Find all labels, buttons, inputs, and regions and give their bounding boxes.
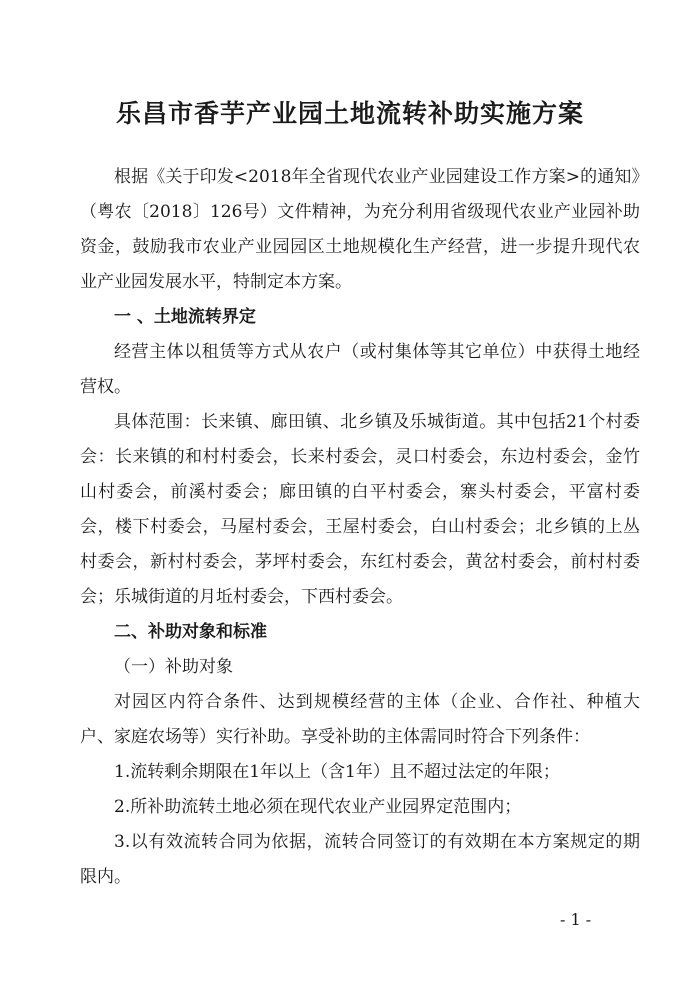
section1-heading: 一 、土地流转界定: [114, 307, 256, 327]
section2-heading: 二、补助对象和标准: [114, 622, 267, 642]
document-body: [80, 160, 640, 895]
section2-paragraph-1: 对园区内符合条件、达到规模经营的主体（企业、合作社、种植大户、家庭农场等）实行补助。享受补助的主体需同时符合下列条件：: [80, 692, 640, 747]
section1-paragraph-2: 具体范围：长来镇、廊田镇、北乡镇及乐城街道。其中包括21个村委会：长来镇的和村村委会，长来村委会，灵口村委会，东边村委会，金竹山村委会，前溪村委会；廊田镇的白平村委会，寨头村委会，平富村委会，楼下村委会，马屋村委会，王屋村委会，白山村委会；北乡镇的上丛村委会，新村村委会，茅坪村委会，东红村委会，黄岔村委会，前村村委会；乐城街道的月坵村委会，下西村委会。: [80, 412, 640, 607]
section2-subheading-1: （一）补助对象: [114, 657, 233, 677]
condition-1: 1.流转剩余期限在1年以上（含1年）且不超过法定的年限；: [114, 762, 560, 782]
document-title: 乐昌市香芋产业园土地流转补助实施方案: [115, 99, 584, 128]
condition-3: 3.以有效流转合同为依据，流转合同签订的有效期在本方案规定的期限内。: [80, 832, 640, 887]
intro-paragraph: 根据《关于印发<2018年全省现代农业产业园建设工作方案>的通知》（粤农〔2018〕126号）文件精神，为充分利用省级现代农业产业园补助资金，鼓励我市农业产业园园区土地规模化生产经营，进一步提升现代农业产业园发展水平，特制定本方案。: [80, 167, 640, 292]
page-number: - 1 -: [560, 910, 592, 929]
condition-2: 2.所补助流转土地必须在现代农业产业园界定范围内；: [114, 797, 522, 817]
section1-paragraph-1: 经营主体以租赁等方式从农户（或村集体等其它单位）中获得土地经营权。: [80, 342, 640, 397]
